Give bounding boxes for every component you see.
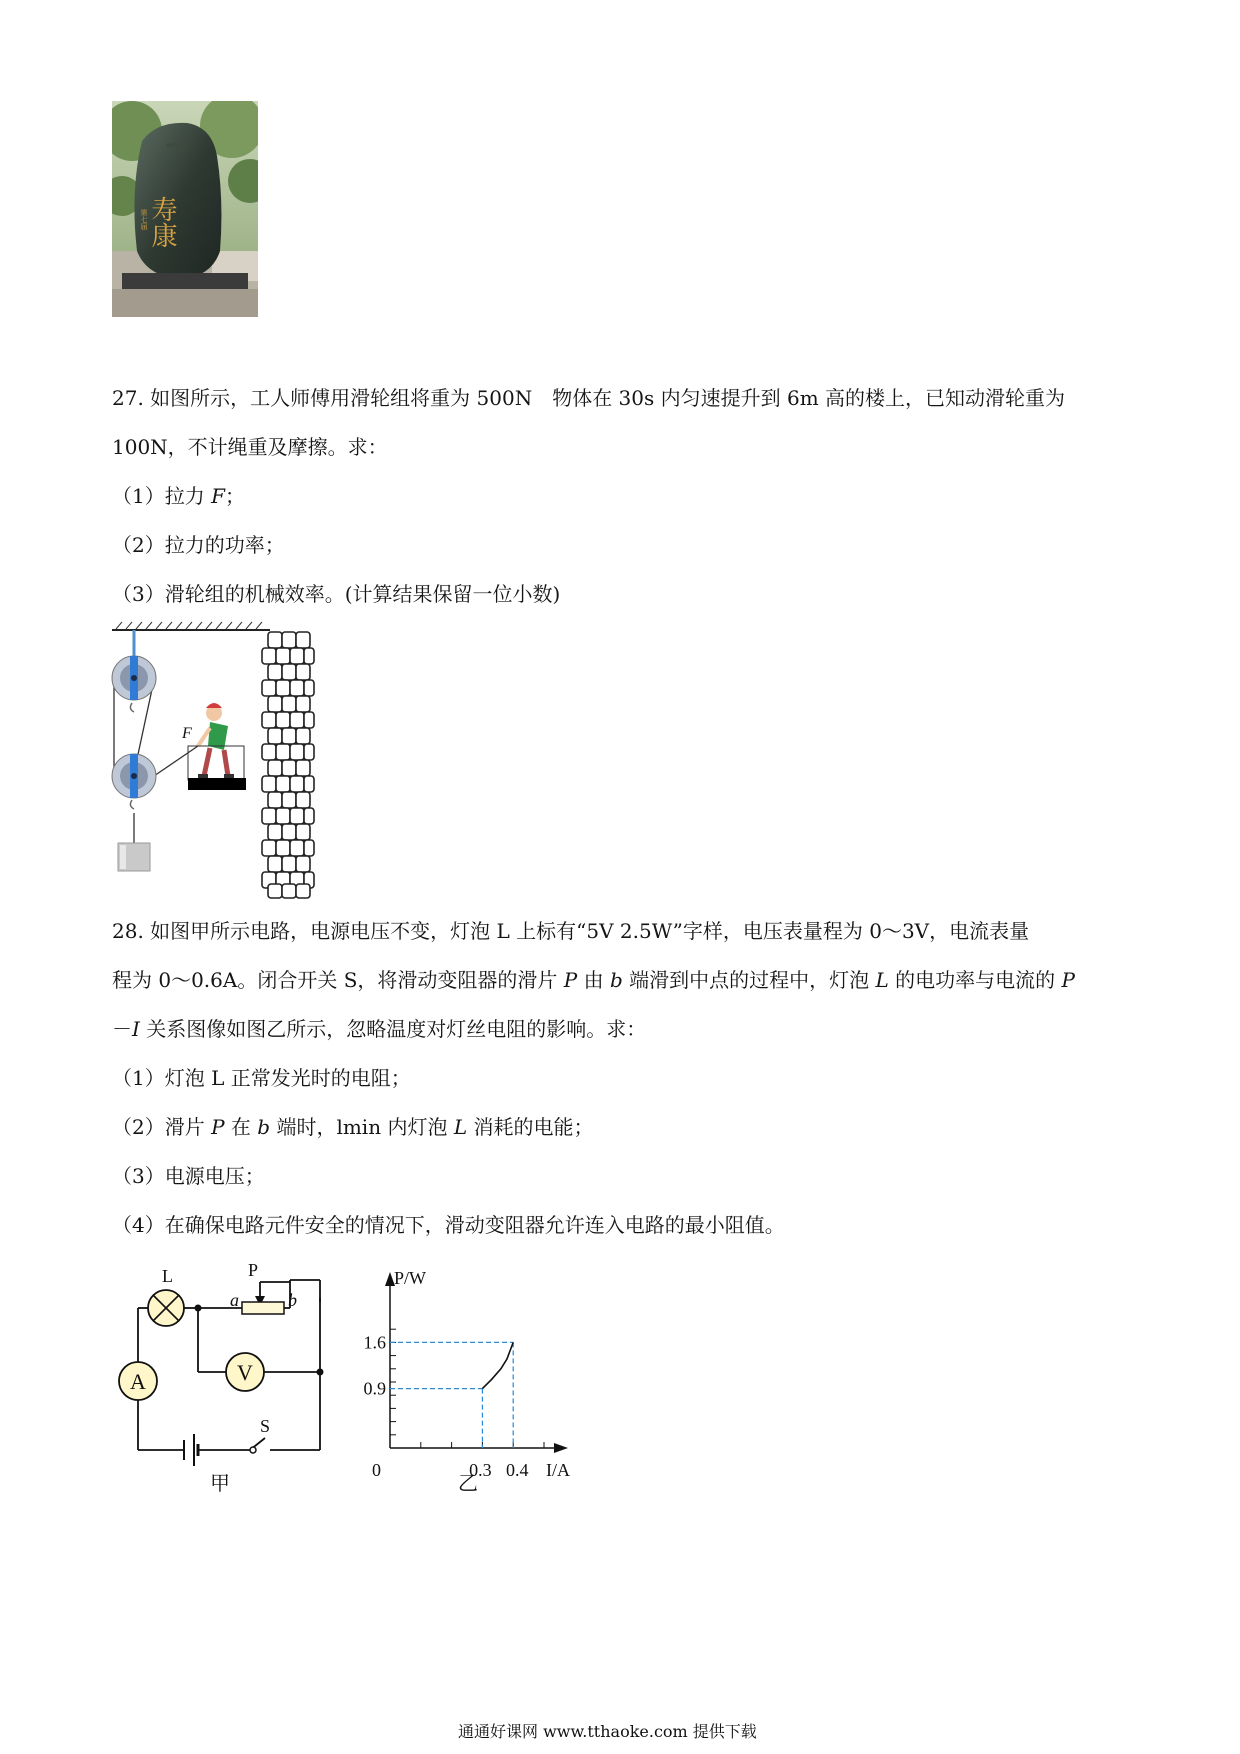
y-tick-label-0.9: 0.9	[363, 1378, 386, 1399]
voltmeter-label: V	[237, 1360, 253, 1385]
brick-wall	[262, 632, 314, 898]
q28-l2-g: 的电功率与电流的	[888, 968, 1062, 992]
slider-label: P	[248, 1262, 259, 1280]
q28-s2-g: 消耗的电能；	[467, 1115, 594, 1139]
q28-line2	[112, 968, 1075, 992]
pulley-figure	[110, 618, 320, 900]
voltmeter	[226, 1353, 264, 1391]
stone-photo	[112, 101, 258, 317]
y-tick-label-1.6: 1.6	[363, 1332, 386, 1353]
pi-graph	[350, 1262, 590, 1494]
q28-s2-e: 端时，lmin 内灯泡	[270, 1115, 454, 1139]
circuit-diagram	[110, 1262, 340, 1494]
q27-sub1-suffix: ；	[224, 484, 245, 508]
q28-l3-b: I	[132, 1017, 140, 1041]
q28-l3-c: 关系图像如图乙所示，忽略温度对灯丝电阻的影响。求：	[139, 1017, 647, 1041]
graph-caption: 乙	[458, 1471, 478, 1494]
q28-s2-a: （2）滑片	[112, 1115, 212, 1139]
q27-sub3: （3）滑轮组的机械效率。(计算结果保留一位小数)	[112, 582, 561, 606]
q28-l2-f: L	[875, 968, 889, 992]
q28-l2-a: 程为 0～0.6A。闭合开关 S，将滑动变阻器的滑片	[112, 968, 564, 992]
q28-s2-c: 在	[224, 1115, 258, 1139]
q27-line1: 27. 如图所示，工人师傅用滑轮组将重为 500N 物体在 30s 内匀速提升到 6m 高的楼上，已知动滑轮重为	[112, 386, 1066, 410]
rheostat	[242, 1302, 284, 1314]
force-label: F	[182, 725, 192, 742]
q27-sub1-var: F	[211, 484, 225, 508]
lamp-label: L	[162, 1266, 173, 1286]
x-axis-label: I/A	[546, 1460, 570, 1480]
q28-sub2	[112, 1115, 593, 1139]
origin-label: 0	[372, 1460, 381, 1480]
q28-l2-b: P	[563, 968, 578, 992]
circuit-caption: 甲	[210, 1471, 230, 1494]
q28-line1: 28. 如图甲所示电路，电源电压不变，灯泡 L 上标有“5V 2.5W”字样，电压表量程为 0～3V，电流表量	[112, 919, 1030, 943]
switch-label: S	[260, 1416, 271, 1436]
battery-symbol	[184, 1434, 198, 1466]
q28-s2-d: b	[257, 1115, 271, 1139]
platform-floor	[188, 778, 246, 790]
q27-sub2: （2）拉力的功率；	[112, 533, 285, 557]
pi-curve	[482, 1342, 513, 1388]
q28-sub1: （1）灯泡 L 正常发光时的电阻；	[112, 1066, 411, 1090]
q27-sub1-text: （1）拉力	[112, 484, 212, 508]
stone-engraving: 寿康	[147, 196, 177, 248]
x-tick-label-0.4: 0.4	[505, 1460, 529, 1480]
movable-pulley	[112, 754, 156, 809]
q28-l2-e: 端滑到中点的过程中，灯泡	[622, 968, 876, 992]
q28-s2-f: L	[453, 1115, 468, 1139]
q28-s2-b: P	[211, 1115, 225, 1139]
q27-line2: 100N，不计绳重及摩擦。求：	[112, 435, 388, 459]
q28-l2-h: P	[1061, 968, 1075, 992]
worker-figure	[198, 703, 234, 778]
y-axis-label: P/W	[394, 1268, 427, 1288]
rheostat-end-a: a	[230, 1290, 239, 1310]
platform-frame	[188, 746, 244, 780]
footer-text: 通通好课网 www.tthaoke.com 提供下载	[458, 1722, 757, 1741]
rheostat-end-b: b	[288, 1290, 297, 1310]
ammeter-label: A	[130, 1369, 146, 1394]
x-tick-label-0.3: 0.3	[469, 1460, 492, 1480]
lamp-symbol	[148, 1290, 184, 1326]
ammeter	[119, 1362, 157, 1400]
q28-sub3: （3）电源电压；	[112, 1164, 265, 1188]
q28-l2-d: b	[609, 968, 623, 992]
stone-small-engraving: 第七届	[140, 209, 148, 230]
q28-l2-c: 由	[577, 968, 610, 992]
q28-sub4: （4）在确保电路元件安全的情况下，滑动变阻器允许连入电路的最小阻值。	[112, 1213, 785, 1237]
q27-sub1	[112, 484, 245, 508]
q28-line3	[112, 1017, 646, 1041]
q28-l3-a: －	[112, 1017, 132, 1041]
switch-symbol	[250, 1447, 256, 1453]
